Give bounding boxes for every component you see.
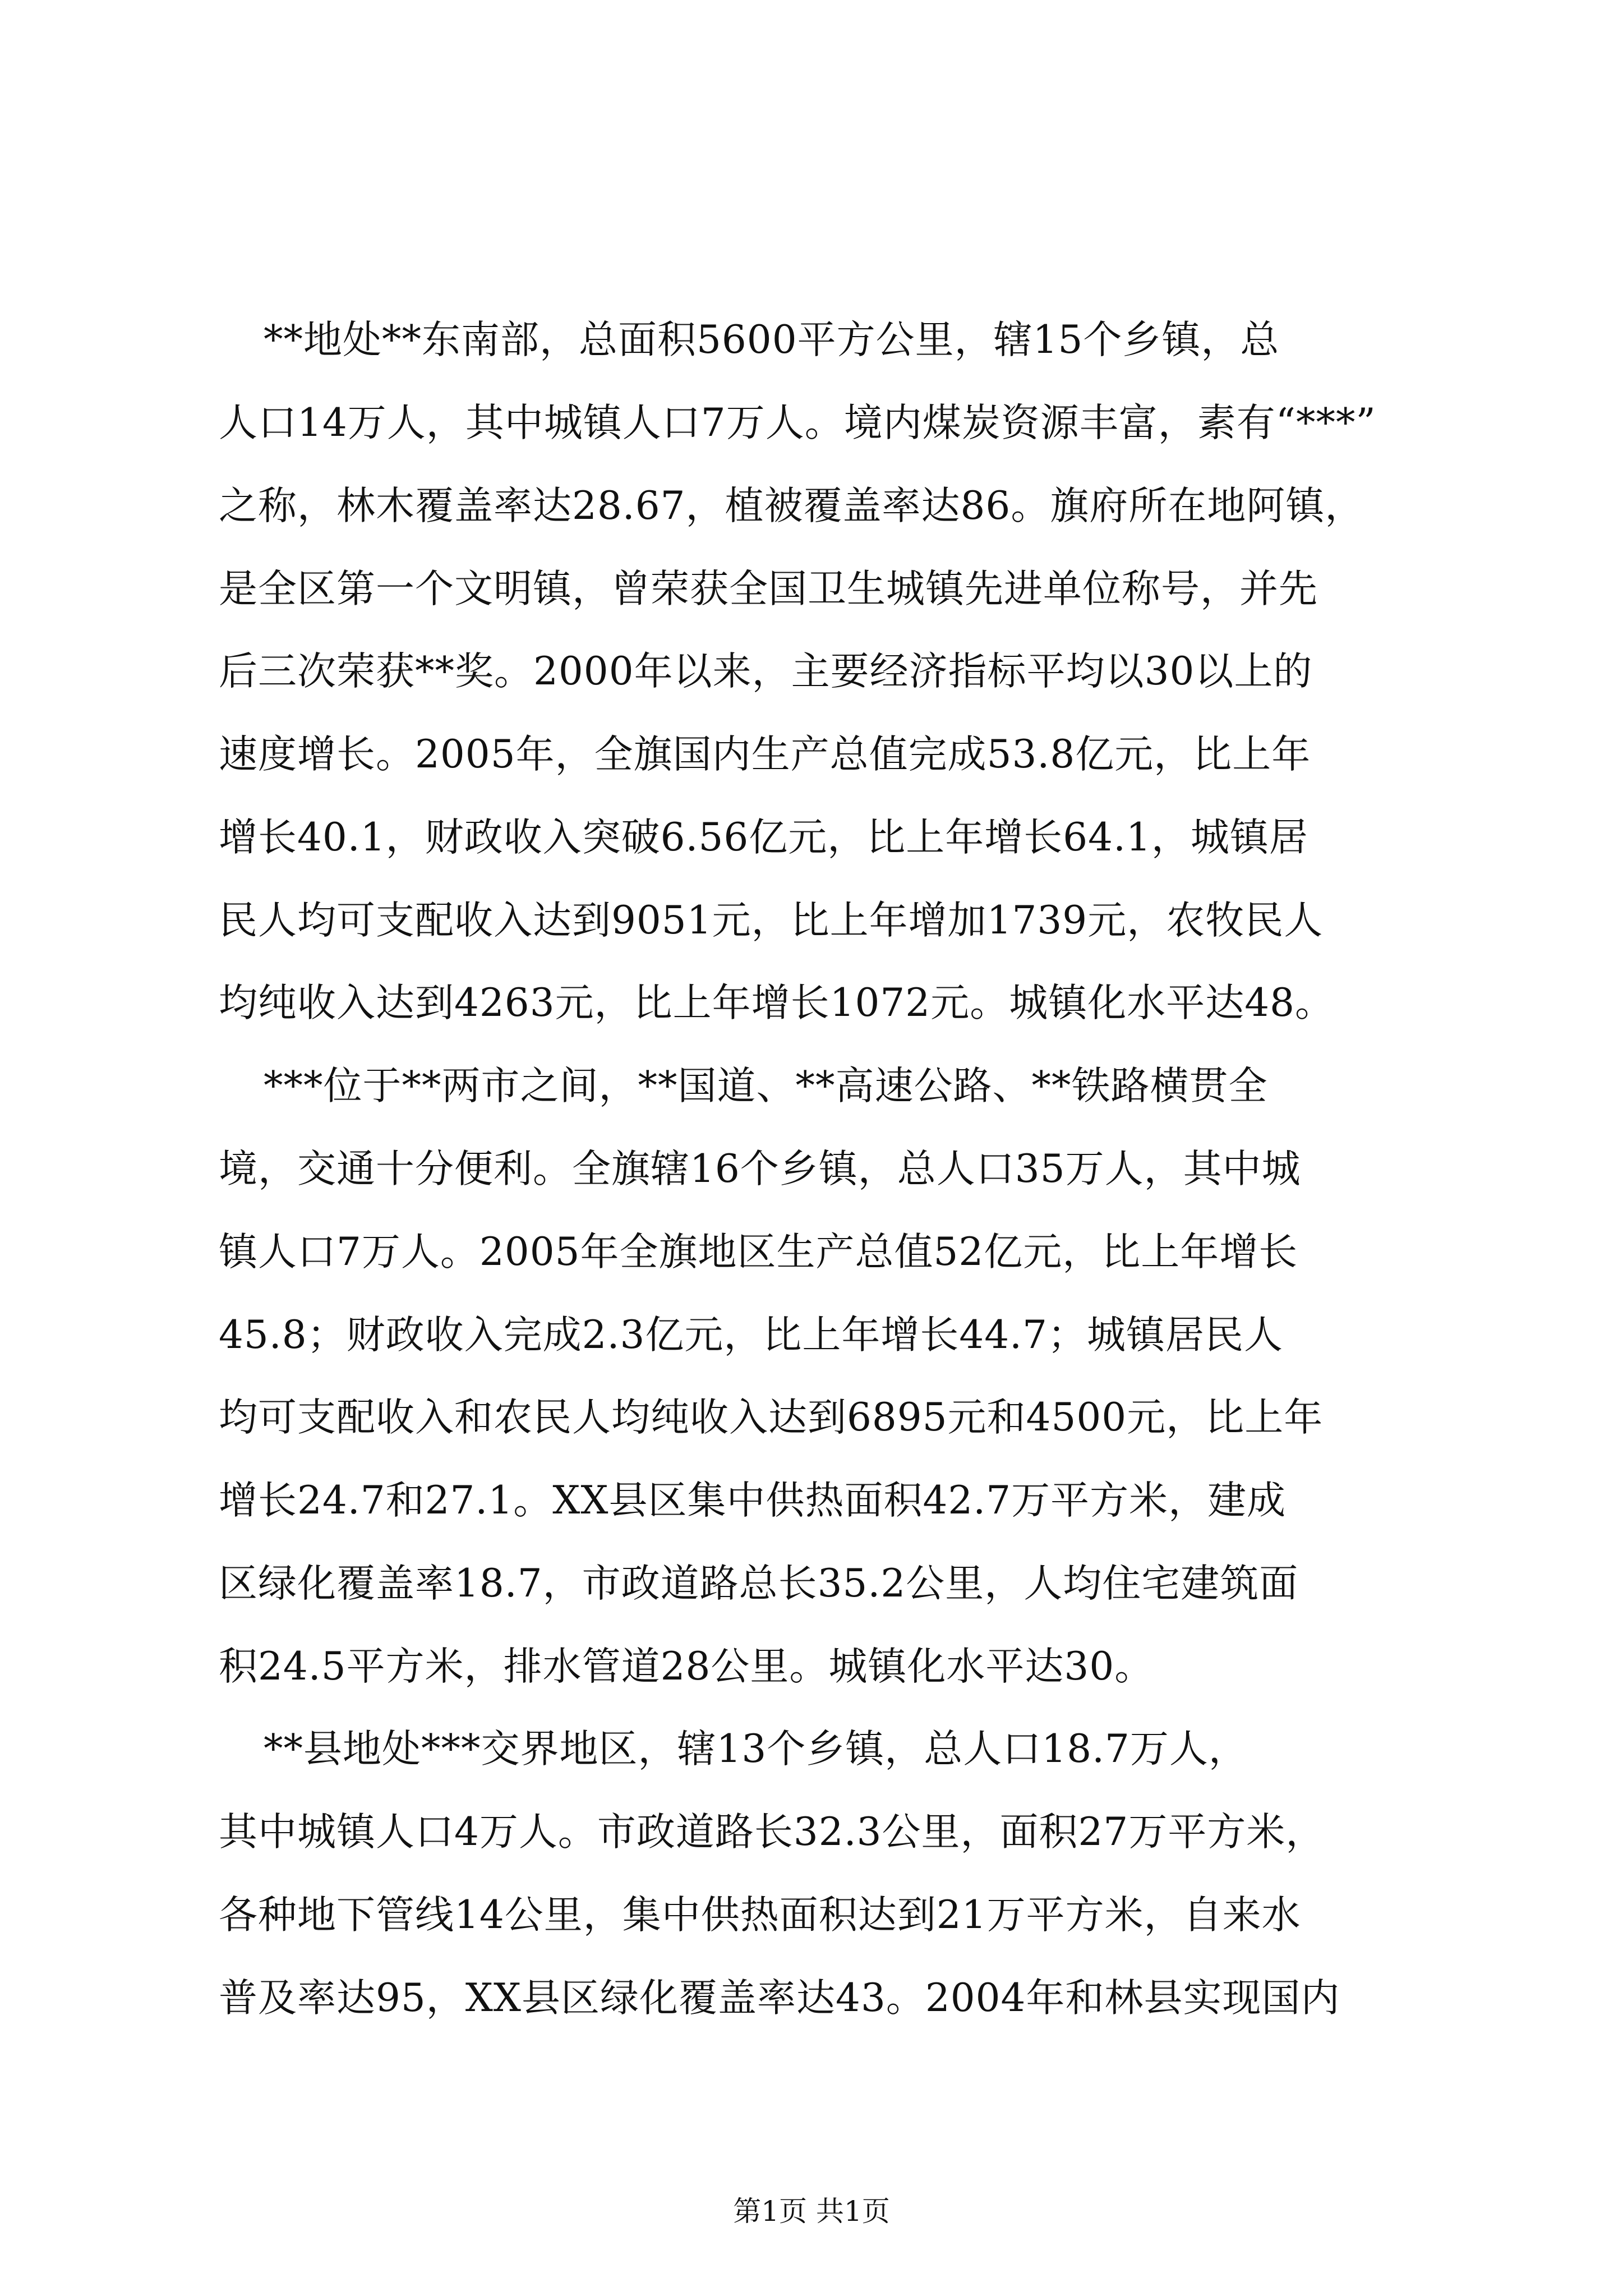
text-line: 增长40.1，财政收入突破6.56亿元，比上年增长64.1，城镇居: [219, 815, 1308, 860]
text-line: ***位于**两市之间，**国道、**高速公路、**铁路横贯全: [264, 1064, 1268, 1108]
text-line: 积24.5平方米，排水管道28公里。城镇化水平达30。: [219, 1644, 1154, 1689]
text-line: 镇人口7万人。2005年全旗地区生产总值52亿元，比上年增长: [219, 1230, 1298, 1274]
text-line: 各种地下管线14公里，集中供热面积达到21万平方米，自来水: [219, 1893, 1301, 1938]
text-line: **地处**东南部，总面积5600平方公里，辖15个乡镇，总: [264, 318, 1280, 362]
text-line: 民人均可支配收入达到9051元，比上年增加1739元，农牧民人: [219, 898, 1324, 943]
text-line: 均纯收入达到4263元，比上年增长1072元。城镇化水平达48。: [219, 981, 1334, 1025]
text-line: 人口14万人，其中城镇人口7万人。境内煤炭资源丰富，素有“***”: [219, 401, 1376, 445]
text-line: 是全区第一个文明镇，曾荣获全国卫生城镇先进单位称号，并先: [219, 567, 1318, 611]
text-line: 速度增长。2005年，全旗国内生产总值完成53.8亿元，比上年: [219, 732, 1311, 777]
text-line: 之称，林木覆盖率达28.67，植被覆盖率达86。旗府所在地阿镇，: [219, 484, 1364, 528]
text-line: 区绿化覆盖率18.7，市政道路总长35.2公里，人均住宅建筑面: [219, 1561, 1299, 1606]
text-line: 普及率达95，XX县区绿化覆盖率达43。2004年和林县实现国内: [219, 1976, 1340, 2021]
text-line: 后三次荣获**奖。2000年以来，主要经济指标平均以30以上的: [219, 649, 1313, 694]
page-number-footer: 第1页 共1页: [733, 2195, 890, 2228]
text-line: 境，交通十分便利。全旗辖16个乡镇，总人口35万人，其中城: [219, 1147, 1301, 1191]
text-line: **县地处***交界地区，辖13个乡镇，总人口18.7万人，: [264, 1727, 1248, 1772]
text-line: 均可支配收入和农民人均纯收入达到6895元和4500元，比上年: [219, 1395, 1324, 1440]
text-line: 其中城镇人口4万人。市政道路长32.3公里，面积27万平方米，: [219, 1810, 1325, 1855]
text-line: 增长24.7和27.1。XX县区集中供热面积42.7万平方米，建成: [219, 1478, 1287, 1523]
text-line: 45.8；财政收入完成2.3亿元，比上年增长44.7；城镇居民人: [219, 1313, 1283, 1358]
